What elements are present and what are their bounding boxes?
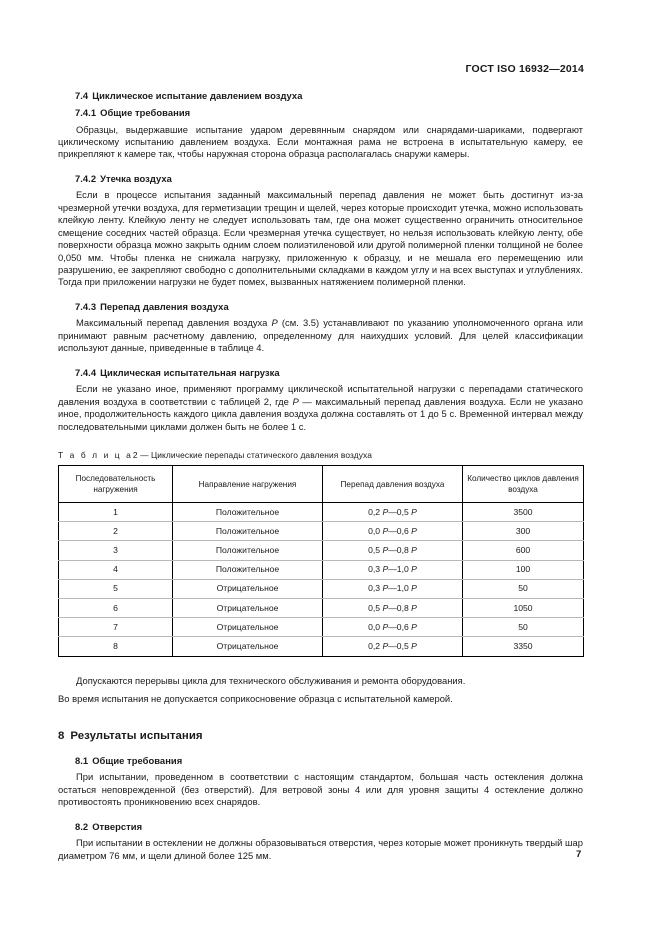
heading-7-4-1-title: Общие требования	[100, 106, 191, 118]
table-caption-label: Т а б л и ц а	[58, 450, 133, 461]
heading-7-4-number: 7.4	[75, 90, 89, 101]
heading-7-4-2-number: 7.4.2	[75, 172, 97, 184]
range-dash: —	[388, 525, 397, 536]
delta-low: 0,3	[368, 564, 381, 575]
pressure-symbol: P	[411, 564, 417, 575]
range-dash: —	[388, 506, 397, 517]
cell-cycle-count: 600	[463, 541, 584, 560]
pressure-symbol: P	[411, 640, 417, 651]
cell-pressure-differential	[323, 599, 463, 618]
range-dash: —	[388, 640, 397, 651]
heading-7-4-title: Циклическое испытание давлением воздуха	[92, 90, 303, 101]
delta-low: 0,2	[368, 506, 381, 517]
paragraph-7-4-1: Образцы, выдержавшие испытание ударом деревянным снарядом или снарядами-шариками, подвергают циклическому испытанию давлением воздуха. Если монтажная рама не встроена в испытательную камеру, ее прикрепляют к камере так, чтобы наружная сторона образца располагалась снаружи камеры.	[58, 123, 583, 160]
table-row	[59, 637, 584, 656]
heading-7-4-2-title: Утечка воздуха	[100, 172, 172, 184]
column-header-cycle-count: Количество циклов давления воздуха	[463, 466, 584, 503]
column-header-sequence: Последовательность нагружения	[59, 466, 173, 503]
table-row	[59, 560, 584, 579]
cell-pressure-differential	[323, 579, 463, 598]
paragraph-7-4-3-part1: Максимальный перепад давления воздуха	[76, 317, 272, 329]
table-row	[59, 618, 584, 637]
page-number: 7	[576, 849, 582, 860]
delta-high: 0,6	[396, 621, 409, 632]
cell-cycle-count: 3350	[463, 637, 584, 656]
delta-low: 0,5	[368, 545, 381, 556]
table-row	[59, 599, 584, 618]
cell-sequence: 2	[59, 522, 173, 541]
cell-direction: Положительное	[173, 503, 323, 522]
paragraph-7-4-4-part2: — максимальный перепад давления воздуха. Если не указано иное, продолжительность каждого цикла давления воздуха должна составлять от 1 до 5 с. Временной интервал между последовательными циклами должен быть не более 1 с.	[58, 395, 584, 432]
pressure-symbol: P	[411, 621, 417, 632]
heading-8-2-number: 8.2	[75, 820, 89, 832]
pressure-symbol: P	[292, 395, 299, 407]
spacer	[58, 439, 583, 450]
paragraph-after-table-2: Во время испытания не допускается соприкосновение образца с испытательной камерой.	[58, 692, 453, 704]
cell-sequence: 7	[59, 618, 173, 637]
heading-8-1	[58, 755, 583, 767]
delta-high: 0,5	[396, 506, 409, 517]
pressure-symbol: P	[382, 525, 389, 536]
cell-direction: Отрицательное	[173, 618, 323, 637]
cell-pressure-differential	[323, 522, 463, 541]
pressure-symbol: P	[382, 621, 389, 632]
cell-pressure-differential	[323, 637, 463, 656]
range-dash: —	[388, 602, 397, 613]
cell-sequence: 1	[59, 503, 173, 522]
cell-direction: Отрицательное	[173, 599, 323, 618]
delta-high: 1,0	[396, 583, 409, 594]
pressure-symbol: P	[382, 545, 389, 556]
delta-high: 0,8	[396, 545, 409, 556]
table-row	[59, 522, 584, 541]
cell-pressure-differential	[323, 560, 463, 579]
delta-low: 0,0	[368, 621, 381, 632]
table-caption-dash: —	[140, 450, 149, 461]
delta-high: 0,5	[396, 640, 409, 651]
heading-7-4-4	[58, 367, 583, 379]
table-row	[59, 579, 584, 598]
delta-high: 0,6	[396, 525, 409, 536]
running-header-standard-title: ГОСТ ISO 16932—2014	[465, 63, 584, 75]
range-dash: —	[388, 583, 397, 594]
heading-7-4-4-number: 7.4.4	[75, 366, 97, 378]
cell-cycle-count: 300	[463, 522, 584, 541]
column-header-direction: Направление нагружения	[173, 466, 323, 503]
cell-pressure-differential	[323, 618, 463, 637]
spacer	[58, 657, 583, 675]
pressure-symbol: P	[382, 602, 389, 613]
paragraph-8-2: При испытании в остеклении не должны образовываться отверстия, через которые может проникнуть твердый шар диаметром 76 мм, и щели длиной более 125 мм.	[58, 837, 583, 861]
page-content	[58, 90, 583, 868]
column-header-pressure-differential: Перепад давления воздуха	[323, 466, 463, 503]
heading-7-4-4-title: Циклическая испытательная нагрузка	[100, 366, 280, 378]
pressure-symbol: P	[411, 506, 417, 517]
paragraph-7-4-4	[58, 383, 583, 433]
cell-cycle-count: 50	[463, 579, 584, 598]
cell-direction: Отрицательное	[173, 637, 323, 656]
table-caption-number: 2	[132, 450, 138, 461]
pressure-symbol: P	[271, 317, 278, 329]
range-dash: —	[388, 564, 397, 575]
paragraph-7-4-2: Если в процессе испытания заданный максимальный перепад давления не может быть достигнут из-за чрезмерной утечки воздуха, для герметизации трещин и щелей, через которые происходит утечка, можно использовать клейкую ленту. Клейкую ленту не следует использовать там, где она может существенно ограничить относительное смещение соседних частей образца. Если чрезмерная утечка существует, но нельзя использовать клейкую ленту, обе поверхности образца можно закрыть одним слоем полиэтиленовой или другой полимерной пленки толщиной не более 0,050 мм. Чтобы пленка не снижала нагрузку, приложенную к образцу, и не мешала его перемещению или разрушению, ее закрепляют свободно с дополнительными складками в каждом углу и на всех выступах и углублениях. Тогда при приложении нагрузки не будет помех, вызванных натяжением полимерной пленки.	[58, 189, 583, 288]
pressure-symbol: P	[382, 640, 389, 651]
cell-cycle-count: 3500	[463, 503, 584, 522]
delta-low: 0,3	[368, 583, 381, 594]
pressure-symbol: P	[411, 525, 417, 536]
heading-7-4-3-number: 7.4.3	[75, 300, 97, 312]
delta-low: 0,0	[368, 525, 381, 536]
spacer	[58, 711, 583, 729]
heading-7-4-1	[58, 107, 583, 119]
heading-8-1-title: Общие требования	[92, 754, 183, 766]
cell-sequence: 4	[59, 560, 173, 579]
range-dash: —	[388, 545, 397, 556]
pressure-symbol: P	[411, 545, 417, 556]
heading-8-number: 8	[58, 730, 65, 743]
paragraph-7-4-3	[58, 317, 583, 354]
heading-7-4-2	[58, 173, 583, 185]
heading-8-2-title: Отверстия	[92, 820, 143, 832]
table-caption-title: Циклические перепады статического давления воздуха	[150, 450, 372, 461]
table-row	[59, 503, 584, 522]
heading-8-1-number: 8.1	[75, 754, 89, 766]
delta-low: 0,2	[368, 640, 381, 651]
heading-7-4	[58, 90, 583, 102]
heading-8	[58, 729, 583, 743]
table-cyclic-pressure-differentials	[58, 465, 584, 657]
range-dash: —	[388, 621, 397, 632]
delta-high: 0,8	[396, 602, 409, 613]
pressure-symbol: P	[411, 583, 417, 594]
pressure-symbol: P	[411, 602, 417, 613]
table-body	[59, 503, 584, 657]
heading-7-4-1-number: 7.4.1	[75, 106, 97, 118]
cell-sequence: 5	[59, 579, 173, 598]
pressure-symbol: P	[382, 583, 389, 594]
cell-direction: Отрицательное	[173, 579, 323, 598]
heading-7-4-3-title: Перепад давления воздуха	[100, 300, 229, 312]
paragraph-7-4-4-part1: Если не указано иное, применяют программу циклической испытательной нагрузки с перепадами статического давления воздуха в соответствии с таблицей 2, где	[58, 383, 583, 407]
cell-sequence: 8	[59, 637, 173, 656]
paragraph-7-4-3-part2: (см. 3.5) устанавливают по указанию уполномоченного органа или принимают равным расчетному давлению, определенному для наихудших условий. Для целей классификации используют данные, приведенные в таблице 4.	[58, 317, 583, 354]
table-header-row	[59, 466, 584, 503]
cell-cycle-count: 1050	[463, 599, 584, 618]
cell-sequence: 3	[59, 541, 173, 560]
table-row	[59, 541, 584, 560]
cell-cycle-count: 100	[463, 560, 584, 579]
delta-low: 0,5	[368, 602, 381, 613]
cell-direction: Положительное	[173, 522, 323, 541]
paragraph-8-1: При испытании, проведенном в соответствии с настоящим стандартом, большая часть остекления должна остаться неповрежденной (без отверстий). Для ветровой зоны 4 или для уровня защиты 4 остекление должно противостоять проникновению всех снарядов.	[58, 771, 583, 808]
spacer	[58, 744, 583, 755]
delta-high: 1,0	[396, 564, 409, 575]
table-2-caption	[58, 450, 583, 460]
cell-pressure-differential	[323, 541, 463, 560]
cell-direction: Положительное	[173, 560, 323, 579]
cell-sequence: 6	[59, 599, 173, 618]
cell-cycle-count: 50	[463, 618, 584, 637]
pressure-symbol: P	[382, 564, 389, 575]
cell-pressure-differential	[323, 503, 463, 522]
heading-7-4-3	[58, 301, 583, 313]
heading-8-2	[58, 821, 583, 833]
pressure-symbol: P	[382, 506, 389, 517]
paragraph-after-table-1: Допускаются перерывы цикла для технического обслуживания и ремонта оборудования.	[76, 674, 466, 686]
cell-direction: Положительное	[173, 541, 323, 560]
heading-8-title: Результаты испытания	[70, 730, 203, 743]
